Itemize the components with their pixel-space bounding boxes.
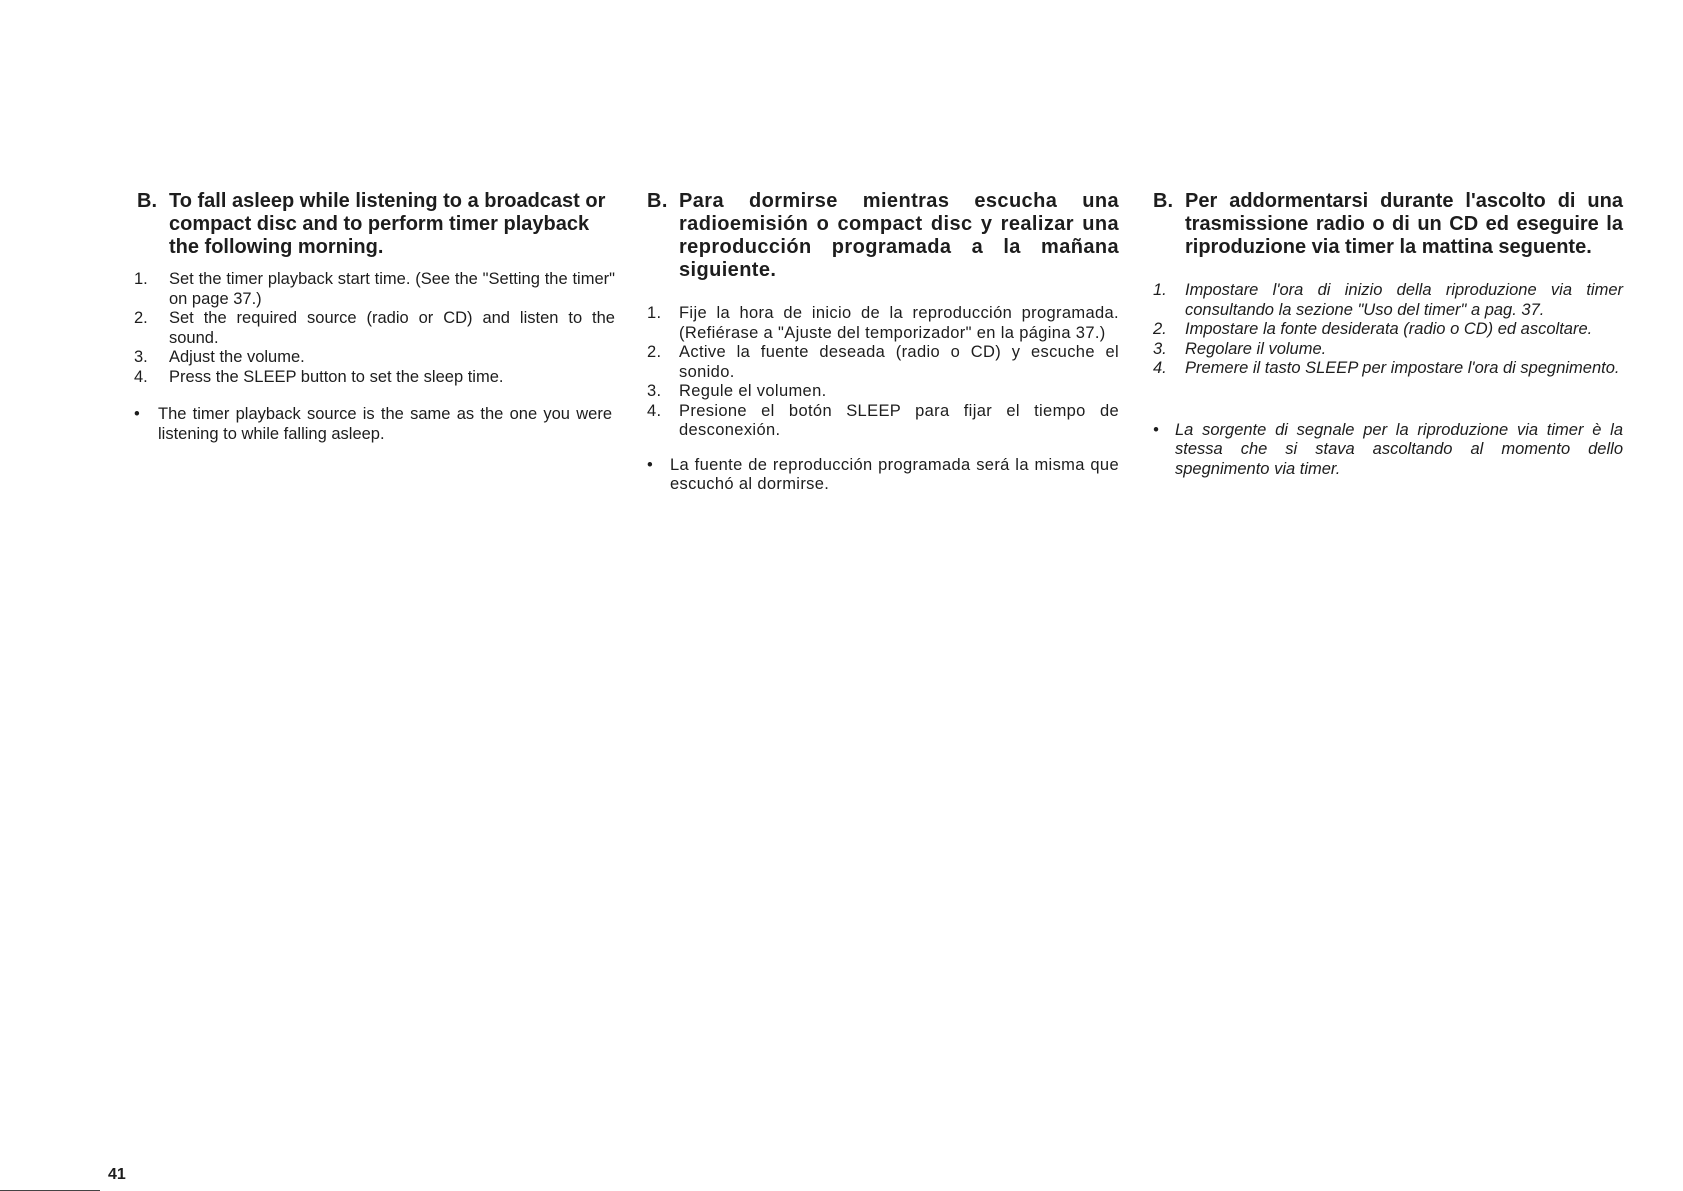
spanish-heading-text: Para dormirse mientras escucha una radioemisión o compact disc y realizar una reproducción programada a la mañana siguiente.	[679, 190, 1119, 281]
step-number: 2.	[134, 309, 148, 327]
italian-step	[1153, 359, 1623, 379]
step-number: 3.	[647, 382, 662, 400]
english-note	[134, 405, 612, 444]
spanish-steps-list	[647, 304, 1119, 441]
spanish-column	[647, 190, 1119, 495]
italian-column	[1153, 190, 1623, 479]
english-step	[134, 348, 615, 368]
english-column	[134, 190, 615, 444]
bullet-icon: •	[134, 405, 140, 423]
italian-heading-letter: B.	[1153, 190, 1173, 212]
italian-heading-text: Per addormentarsi durante l'ascolto di una trasmissione radio o di un CD ed eseguire la riproduzione via timer la mattina seguente.	[1185, 190, 1623, 258]
english-step	[134, 367, 615, 388]
step-text: Impostare l'ora di inizio della riproduzione via timer consultando la sezione "Uso del timer" a pag. 37.	[1185, 281, 1623, 319]
english-note-text: The timer playback source is the same as the one you were listening to while falling asleep.	[158, 405, 612, 443]
english-steps-list	[134, 270, 615, 387]
italian-heading	[1153, 190, 1623, 259]
italian-step	[1153, 340, 1623, 360]
step-text: Impostare la fonte desiderata (radio o CD) ed ascoltare.	[1185, 320, 1593, 338]
spanish-note	[647, 456, 1119, 495]
step-number: 4.	[1153, 359, 1167, 377]
step-number: 2.	[1153, 320, 1167, 338]
step-text: Press the SLEEP button to set the sleep time.	[169, 367, 504, 386]
step-text: Adjust the volume.	[169, 348, 305, 366]
step-text: Set the required source (radio or CD) and listen to the sound.	[169, 309, 615, 347]
step-number: 1.	[647, 304, 662, 322]
step-text: Regule el volumen.	[679, 382, 827, 400]
spanish-heading	[647, 190, 1119, 282]
step-number: 4.	[134, 367, 148, 386]
step-text: Fije la hora de inicio de la reproducción programada. (Refiérase a "Ajuste del temporizador" en la página 37.)	[679, 304, 1119, 342]
spanish-heading-letter: B.	[647, 190, 668, 212]
step-number: 2.	[647, 343, 662, 361]
italian-note-text: La sorgente di segnale per la riproduzione via timer è la stessa che si stava ascoltando al momento dello spegnimento via timer.	[1175, 420, 1623, 478]
english-heading-letter: B.	[137, 190, 157, 212]
step-number: 4.	[647, 401, 662, 420]
spanish-step	[647, 382, 1119, 402]
page-number: 41	[108, 1166, 126, 1183]
english-step	[134, 309, 615, 348]
step-text: Set the timer playback start time. (See the "Setting the timer" on page 37.)	[169, 270, 615, 308]
spanish-step	[647, 402, 1119, 441]
step-text: Premere il tasto SLEEP per impostare l'ora di spegnimento.	[1185, 359, 1620, 377]
spanish-note-text: La fuente de reproducción programada será la misma que escuchó al dormirse.	[670, 455, 1119, 493]
step-text: Presione el botón SLEEP para fijar el tiempo de desconexión.	[679, 401, 1119, 439]
bullet-icon: •	[647, 455, 654, 474]
spanish-step	[647, 343, 1119, 382]
bullet-icon: •	[1153, 420, 1159, 439]
english-heading	[137, 190, 615, 259]
step-text: Active la fuente deseada (radio o CD) y escuche el sonido.	[679, 343, 1119, 381]
english-heading-text: To fall asleep while listening to a broadcast or compact disc and to perform timer playback the following morning.	[169, 190, 606, 258]
italian-step	[1153, 281, 1623, 320]
step-number: 3.	[1153, 339, 1167, 358]
italian-note	[1153, 421, 1623, 480]
english-step	[134, 270, 615, 309]
step-number: 3.	[134, 348, 148, 366]
step-number: 1.	[1153, 281, 1167, 299]
italian-steps-list	[1153, 281, 1623, 379]
spanish-step	[647, 304, 1119, 343]
italian-step	[1153, 320, 1623, 340]
step-text: Regolare il volume.	[1185, 339, 1327, 358]
step-number: 1.	[134, 270, 148, 288]
